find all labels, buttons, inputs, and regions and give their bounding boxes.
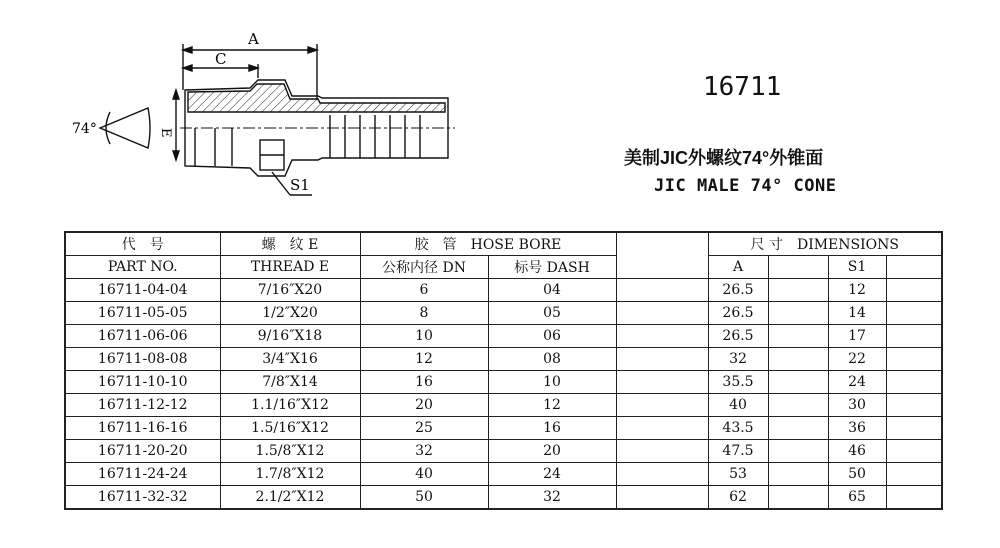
table-row	[65, 348, 942, 371]
thread-cell: 1.5/8″X12	[220, 440, 360, 463]
blank-cell	[616, 371, 708, 394]
thread-cell: 1.5/16″X12	[220, 417, 360, 440]
subtitle-english: JIC MALE 74° CONE	[654, 176, 837, 196]
dash-cell: 20	[488, 440, 616, 463]
s1-cell: 30	[828, 394, 886, 417]
angle-label: 74°	[72, 121, 97, 137]
header-row-2	[65, 256, 942, 279]
dash-cell: 05	[488, 302, 616, 325]
a-cell: 47.5	[708, 440, 768, 463]
thread-cell: 1.1/16″X12	[220, 394, 360, 417]
table-row	[65, 394, 942, 417]
a-cell: 32	[708, 348, 768, 371]
blank-cell	[616, 394, 708, 417]
part-no-cell: 16711-24-24	[65, 463, 220, 486]
dash-cell: 04	[488, 279, 616, 302]
fitting-drawing	[0, 0, 470, 215]
dim-e-label: E	[158, 128, 173, 138]
a-cell: 53	[708, 463, 768, 486]
subtitle-chinese: 美制JIC外螺纹74°外锥面	[624, 148, 824, 168]
header-dn: 公称内径 DN	[360, 256, 488, 279]
dn-cell: 10	[360, 325, 488, 348]
blank-cell	[886, 440, 942, 463]
part-no-cell: 16711-05-05	[65, 302, 220, 325]
blank-cell	[768, 302, 828, 325]
dim-s1-label: S1	[290, 176, 310, 194]
dn-cell: 6	[360, 279, 488, 302]
s1-cell: 14	[828, 302, 886, 325]
blank-cell	[886, 348, 942, 371]
a-cell: 43.5	[708, 417, 768, 440]
blank-cell	[768, 486, 828, 510]
blank-cell	[886, 302, 942, 325]
header-dimensions: 尺 寸 DIMENSIONS	[708, 232, 942, 256]
blank-cell	[886, 417, 942, 440]
dash-cell: 10	[488, 371, 616, 394]
thread-cell: 9/16″X18	[220, 325, 360, 348]
blank-cell	[886, 279, 942, 302]
dash-cell: 16	[488, 417, 616, 440]
thread-cell: 1/2″X20	[220, 302, 360, 325]
page-title: 16711	[703, 72, 782, 102]
header-hose-bore: 胶 管 HOSE BORE	[360, 232, 616, 256]
blank-cell	[616, 279, 708, 302]
dash-cell: 32	[488, 486, 616, 510]
part-no-cell: 16711-20-20	[65, 440, 220, 463]
header-a: A	[708, 256, 768, 279]
blank-cell	[616, 417, 708, 440]
dn-cell: 50	[360, 486, 488, 510]
header-empty-2	[886, 256, 942, 279]
a-cell: 62	[708, 486, 768, 510]
dn-cell: 32	[360, 440, 488, 463]
blank-cell	[616, 302, 708, 325]
table-row	[65, 302, 942, 325]
blank-cell	[616, 486, 708, 510]
dash-cell: 12	[488, 394, 616, 417]
table-row	[65, 486, 942, 510]
dn-cell: 20	[360, 394, 488, 417]
header-thread-cn: 螺 纹 E	[220, 232, 360, 256]
s1-cell: 17	[828, 325, 886, 348]
dash-cell: 08	[488, 348, 616, 371]
blank-cell	[886, 463, 942, 486]
blank-cell	[768, 394, 828, 417]
header-blank	[616, 232, 708, 279]
dn-cell: 8	[360, 302, 488, 325]
a-cell: 26.5	[708, 302, 768, 325]
part-no-cell: 16711-04-04	[65, 279, 220, 302]
a-cell: 26.5	[708, 279, 768, 302]
blank-cell	[768, 348, 828, 371]
part-no-cell: 16711-08-08	[65, 348, 220, 371]
blank-cell	[768, 440, 828, 463]
header-empty-1	[768, 256, 828, 279]
dash-cell: 24	[488, 463, 616, 486]
blank-cell	[886, 486, 942, 510]
part-no-cell: 16711-32-32	[65, 486, 220, 510]
table-row	[65, 440, 942, 463]
blank-cell	[616, 463, 708, 486]
thread-cell: 1.7/8″X12	[220, 463, 360, 486]
a-cell: 35.5	[708, 371, 768, 394]
table-row	[65, 417, 942, 440]
a-cell: 26.5	[708, 325, 768, 348]
table-row	[65, 463, 942, 486]
s1-cell: 46	[828, 440, 886, 463]
header-thread-e: THREAD E	[220, 256, 360, 279]
s1-cell: 36	[828, 417, 886, 440]
header-code: 代 号	[65, 232, 220, 256]
header-row-1	[65, 232, 942, 256]
part-no-cell: 16711-12-12	[65, 394, 220, 417]
s1-cell: 65	[828, 486, 886, 510]
part-no-cell: 16711-10-10	[65, 371, 220, 394]
blank-cell	[886, 371, 942, 394]
header-s1: S1	[828, 256, 886, 279]
dim-a-label: A	[248, 30, 259, 48]
blank-cell	[768, 325, 828, 348]
thread-cell: 7/16″X20	[220, 279, 360, 302]
thread-cell: 2.1/2″X12	[220, 486, 360, 510]
part-no-cell: 16711-06-06	[65, 325, 220, 348]
blank-cell	[616, 440, 708, 463]
s1-cell: 50	[828, 463, 886, 486]
blank-cell	[616, 325, 708, 348]
thread-cell: 7/8″X14	[220, 371, 360, 394]
blank-cell	[768, 371, 828, 394]
blank-cell	[768, 417, 828, 440]
header-dash: 标号 DASH	[488, 256, 616, 279]
s1-cell: 24	[828, 371, 886, 394]
table-row	[65, 279, 942, 302]
thread-cell: 3/4″X16	[220, 348, 360, 371]
a-cell: 40	[708, 394, 768, 417]
table-row	[65, 371, 942, 394]
dn-cell: 40	[360, 463, 488, 486]
part-no-cell: 16711-16-16	[65, 417, 220, 440]
table-row	[65, 325, 942, 348]
blank-cell	[768, 463, 828, 486]
header-part-no: PART NO.	[65, 256, 220, 279]
s1-cell: 22	[828, 348, 886, 371]
dimensions-table	[64, 231, 943, 510]
dim-c-label: C	[215, 50, 227, 68]
s1-cell: 12	[828, 279, 886, 302]
blank-cell	[886, 325, 942, 348]
blank-cell	[616, 348, 708, 371]
dn-cell: 16	[360, 371, 488, 394]
blank-cell	[886, 394, 942, 417]
dn-cell: 12	[360, 348, 488, 371]
blank-cell	[768, 279, 828, 302]
dash-cell: 06	[488, 325, 616, 348]
dn-cell: 25	[360, 417, 488, 440]
